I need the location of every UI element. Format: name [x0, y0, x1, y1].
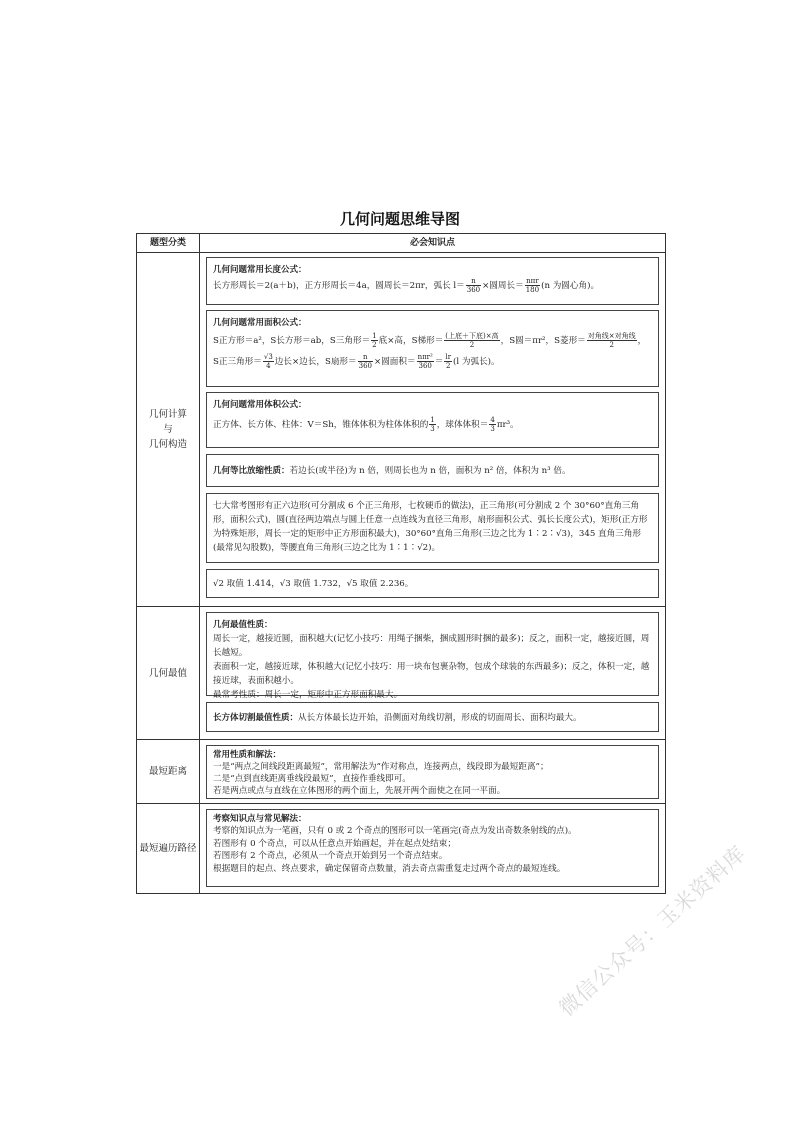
cuboid-cut-box: [206, 702, 659, 732]
formula-text: 长方形周长＝2(a＋b)，正方形周长＝4a，圆周长＝2πr，弧长 l＝: [213, 281, 465, 291]
section-geometry: [137, 252, 665, 607]
volume-formula-box: [206, 392, 659, 448]
mind-map-table: [136, 233, 666, 894]
shortest-line: 二是“点到直线距离垂线段最短”，直接作垂线即可。: [213, 774, 411, 784]
page-title: 几何问题思维导图: [339, 210, 460, 228]
category-shortest-distance: 最短距离: [137, 740, 200, 803]
seven-shapes-text: 七大常考图形有正六边形(可分割成 6 个正三角形，七枚硬币的做法)，正三角形(可分割成 2 个 30°60°直角三角形，面积公式)，圆(直径两边端点与圆上任意一点连线为直径三角形，扇形面积公式、弧长长度公式)，矩形(正方形为特殊矩形，周长一定的矩形中正方形面积最大)，30°60°直角三角形(三边之比为 1∶2∶√3)，345 直角三角形(最常见勾股数)，等腰直角三角形(三边之比为 1∶1∶√2)。: [213, 501, 648, 553]
extremum-properties-box: [206, 612, 659, 700]
traversal-line: 若图形有 2 个奇点，必须从一个奇点开始到另一个奇点结束。: [213, 851, 448, 862]
section-shortest-distance: [137, 740, 665, 804]
perimeter-label: 几何问题常用长度公式：: [213, 265, 307, 275]
table-header: [137, 234, 665, 253]
traversal-line: 考察的知识点为一笔画，只有 0 或 2 个奇点的图形可以一笔画完(奇点为发出奇数条射线的点)。: [213, 826, 577, 837]
formula-text: ×圆周长＝: [482, 281, 524, 291]
volume-formula: 正方体、长方体、柱体：V＝Sh，锥体体积为柱体体积的 $\frac{1}{3}$ ，球体体积＝ $\frac{4}{3}$ πr³。: [213, 416, 519, 433]
knowledge-shortest-traversal: [200, 804, 665, 893]
seven-shapes-box: [206, 493, 659, 563]
watermark: 微信公众号：玉米资料库: [554, 841, 751, 1021]
category-line: 几何计算: [148, 408, 187, 420]
shortest-line: 若是两点或点与直线在立体图形的两个面上，先展开两个面使之在同一平面。: [213, 786, 506, 796]
cuboid-label: 长方体切割最值性质：: [213, 713, 299, 723]
extremum-line: 周长一定，越接近圆，面积越大(记忆小技巧：用绳子捆柴，捆成圆形时捆的最多)；反之，面积一定，越接近圆，周长越短。: [213, 634, 650, 658]
traversal-line: 根据题目的起点、终点要求，确定保留奇点数量，消去奇点需重复走过两个奇点的最短连线。: [213, 863, 566, 874]
area-formula-line1: S正方形＝a²，S长方形＝ab，S三角形＝ $\frac{1}{2}$ 底×高，S梯形＝ $\frac{\text{(上底＋下底)×高}}{2}$ ，S圆＝πr²，S菱形＝ $\frac{\text{对角线×对角线}}{2}$ ，: [213, 332, 647, 349]
scaling-property-box: [206, 454, 659, 487]
scaling-text: 若边长(或半径)为 n 倍，则周长也为 n 倍，面积为 n² 倍，体积为 n³ 倍。: [289, 466, 571, 476]
volume-label: 几何问题常用体积公式：: [213, 400, 307, 410]
section-extremum: [137, 607, 665, 740]
traversal-box: [206, 809, 659, 887]
area-formula-line2: S正三角形＝ $\frac{√3}{4}$ 边长×边长，S扇形＝ $\frac{n}{360}$ ×圆面积＝ $\frac{\text{nπr²}}{360}$ ＝ $\frac{lr}{2}$ (l 为弧长)。: [213, 353, 500, 370]
knowledge-geometry: [200, 252, 665, 606]
fraction: $\frac{\text{nπr}}{180}$: [525, 277, 540, 294]
category-line: 几何构造: [148, 438, 187, 450]
category-shortest-traversal: 最短遍历路径: [137, 804, 200, 893]
knowledge-extremum: [200, 607, 665, 739]
category-extremum: 几何最值: [137, 607, 200, 739]
extremum-line: 表面积一定，越接近球，体积越大(记忆小技巧：用一块布包裹杂物，包成个球装的东西最多)；反之，体积一定，越接近球，表面积越小。: [213, 662, 650, 686]
header-knowledge: 必会知识点: [409, 238, 455, 248]
header-category: 题型分类: [137, 234, 200, 252]
traversal-label: 考察知识点与常见解法：: [213, 814, 307, 824]
section-shortest-traversal: [137, 804, 665, 893]
shortest-distance-box: [206, 745, 659, 799]
shortest-label: 常用性质和解法：: [213, 750, 282, 760]
root-values-text: √2 取值 1.414，√3 取值 1.732，√5 取值 2.236。: [213, 579, 414, 589]
root-values-box: [206, 569, 659, 598]
knowledge-shortest-distance: [200, 740, 665, 803]
category-geometry: [137, 252, 200, 606]
area-label: 几何问题常用面积公式：: [213, 318, 307, 328]
formula-text: (n 为圆心角)。: [541, 281, 600, 291]
area-formula-box: [206, 310, 659, 387]
traversal-line: 若图形有 0 个奇点，可以从任意点开始画起，并在起点处结束；: [213, 838, 456, 849]
extremum-line: 最常考性质：周长一定，矩形中正方形面积最大。: [213, 690, 403, 700]
extremum-label: 几何最值性质：: [213, 620, 273, 630]
perimeter-formula-box: [206, 257, 659, 305]
cuboid-text: 从长方体最长边开始，沿侧面对角线切割，形成的切面周长、面积均最大。: [298, 713, 582, 723]
fraction: $\frac{n}{360}$: [466, 277, 481, 294]
perimeter-formula: [213, 277, 652, 294]
shortest-line: 一是“两点之间线段距离最短”，常用解法为“作对称点，连接两点，线段即为最短距离”；: [213, 762, 549, 772]
scaling-label: 几何等比放缩性质：: [213, 466, 290, 476]
category-line: 与: [163, 423, 173, 435]
